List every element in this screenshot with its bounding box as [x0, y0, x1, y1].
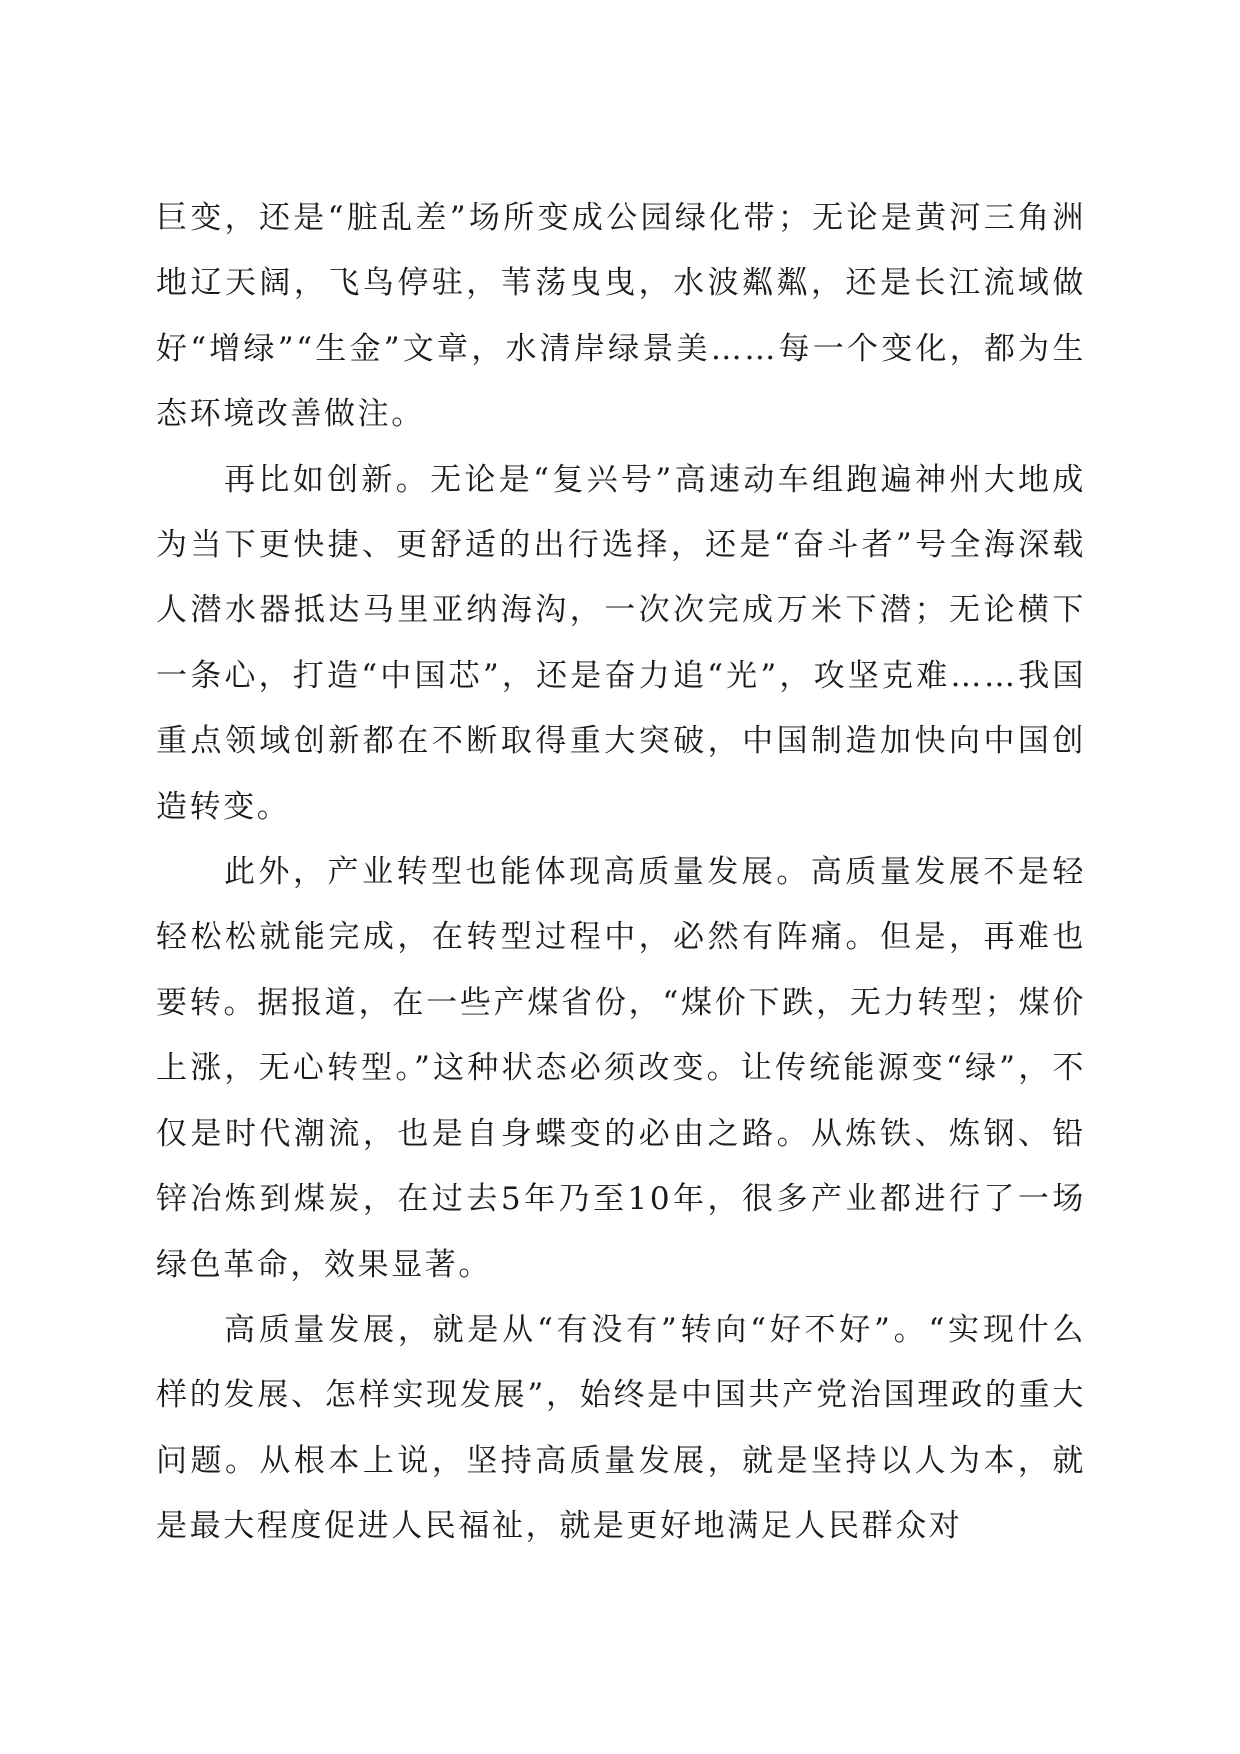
document-body: [156, 186, 1086, 1560]
paragraph-industrial-transformation: 此外，产业转型也能体现高质量发展。高质量发展不是轻轻松松就能完成，在转型过程中，必然有阵痛。但是，再难也要转。据报道，在一些产煤省份，“煤价下跌，无力转型；煤价上涨，无心转型。”这种状态必须改变。让传统能源变“绿”，不仅是时代潮流，也是自身蝶变的必由之路。从炼铁、炼钢、铅锌冶炼到煤炭，在过去5年乃至10年，很多产业都进行了一场绿色革命，效果显著。: [156, 854, 1086, 1283]
paragraph-innovation: 再比如创新。无论是“复兴号”高速动车组跑遍神州大地成为当下更快捷、更舒适的出行选择，还是“奋斗者”号全海深载人潜水器抵达马里亚纳海沟，一次次完成万米下潜；无论横下一条心，打造“中国芯”，还是奋力追“光”，攻坚克难……我国重点领域创新都在不断取得重大突破，中国制造加快向中国创造转变。: [156, 461, 1086, 825]
paragraph-high-quality-development: 高质量发展，就是从“有没有”转向“好不好”。“实现什么样的发展、怎样实现发展”，始终是中国共产党治国理政的重大问题。从根本上说，坚持高质量发展，就是坚持以人为本，就是最大程度促进人民福祉，就是更好地满足人民群众对: [156, 1311, 1086, 1545]
paragraph-ecology-continued: 巨变，还是“脏乱差”场所变成公园绿化带；无论是黄河三角洲地辽天阔，飞鸟停驻，苇荡曳曳，水波粼粼，还是长江流域做好“增绿”“生金”文章，水清岸绿景美……每一个变化，都为生态环境改善做注。: [156, 200, 1086, 433]
